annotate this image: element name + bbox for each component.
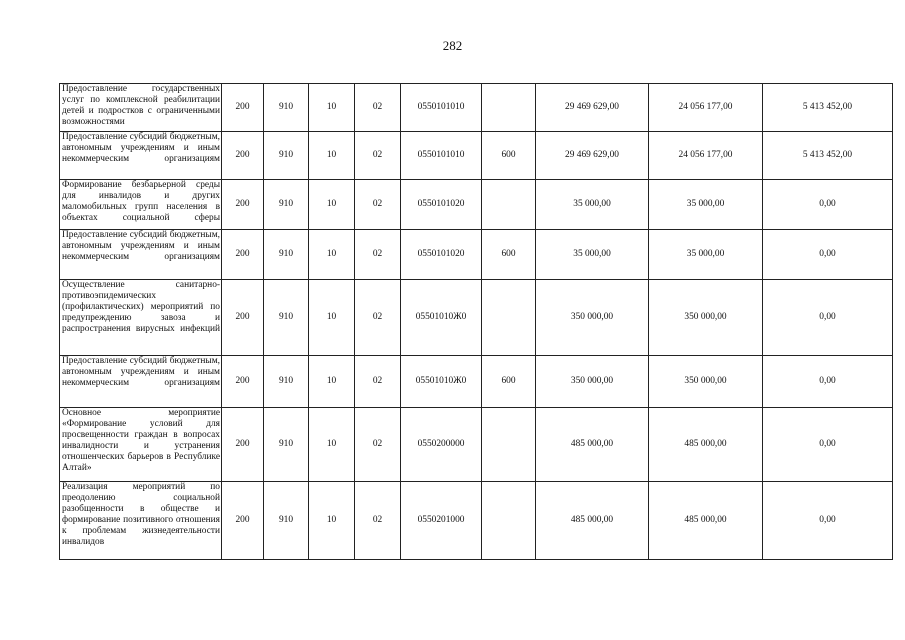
col-4-cell: 02 — [355, 84, 401, 132]
amount-1-cell: 29 469 629,00 — [536, 84, 649, 132]
amount-3-cell: 0,00 — [763, 280, 893, 356]
col-4-cell: 02 — [355, 280, 401, 356]
col-4-cell: 02 — [355, 482, 401, 560]
table-row — [60, 84, 893, 132]
target-code-cell: 0550200000 — [401, 408, 482, 482]
col-2-cell: 910 — [264, 132, 309, 180]
row-name-cell: Предоставление субсидий бюджетным, автономным учреждениям и иным некоммерческим организациям — [60, 132, 222, 180]
col-3-cell: 10 — [309, 230, 355, 280]
target-code-cell: 0550201000 — [401, 482, 482, 560]
amount-2-cell: 35 000,00 — [649, 230, 763, 280]
row-name-cell: Реализация мероприятий по преодолению социальной разобщенности в обществе и формирование позитивного отношения к проблемам жизнедеятельности инвалидов — [60, 482, 222, 560]
amount-1-cell: 485 000,00 — [536, 408, 649, 482]
row-name-cell: Осуществление санитарно-противоэпидемических (профилактических) мероприятий по предупреждению завоза и распространения вирусных инфекций — [60, 280, 222, 356]
amount-2-cell: 485 000,00 — [649, 482, 763, 560]
col-1-cell: 200 — [222, 230, 264, 280]
col-3-cell: 10 — [309, 132, 355, 180]
table-row — [60, 180, 893, 230]
amount-1-cell: 29 469 629,00 — [536, 132, 649, 180]
col-3-cell: 10 — [309, 482, 355, 560]
amount-3-cell: 0,00 — [763, 408, 893, 482]
target-code-cell: 0550101010 — [401, 132, 482, 180]
amount-1-cell: 35 000,00 — [536, 230, 649, 280]
amount-1-cell: 350 000,00 — [536, 356, 649, 408]
col-2-cell: 910 — [264, 84, 309, 132]
col-4-cell: 02 — [355, 230, 401, 280]
col-4-cell: 02 — [355, 132, 401, 180]
col-3-cell: 10 — [309, 356, 355, 408]
page-number: 282 — [442, 38, 463, 53]
row-name-cell: Основное мероприятие «Формирование условий для просвещенности граждан в вопросах инвалидности и устранения отношенческих барьеров в Республике Алтай» — [60, 408, 222, 482]
col-2-cell: 910 — [264, 230, 309, 280]
expense-type-cell: 600 — [482, 132, 536, 180]
target-code-cell: 05501010Ж0 — [401, 280, 482, 356]
col-2-cell: 910 — [264, 356, 309, 408]
expense-type-cell — [482, 408, 536, 482]
amount-3-cell: 0,00 — [763, 230, 893, 280]
col-4-cell: 02 — [355, 180, 401, 230]
col-3-cell: 10 — [309, 408, 355, 482]
col-1-cell: 200 — [222, 482, 264, 560]
col-2-cell: 910 — [264, 280, 309, 356]
col-1-cell: 200 — [222, 84, 264, 132]
amount-3-cell: 0,00 — [763, 180, 893, 230]
expense-type-cell: 600 — [482, 230, 536, 280]
table-row — [60, 280, 893, 356]
row-name-cell: Предоставление субсидий бюджетным, автономным учреждениям и иным некоммерческим организациям — [60, 230, 222, 280]
col-2-cell: 910 — [264, 482, 309, 560]
row-name-cell: Формирование безбарьерной среды для инвалидов и других маломобильных групп населения в объектах социальной сферы — [60, 180, 222, 230]
expense-type-cell — [482, 180, 536, 230]
col-4-cell: 02 — [355, 408, 401, 482]
col-1-cell: 200 — [222, 180, 264, 230]
col-3-cell: 10 — [309, 280, 355, 356]
col-2-cell: 910 — [264, 408, 309, 482]
table-row — [60, 230, 893, 280]
col-2-cell: 910 — [264, 180, 309, 230]
budget-table — [59, 83, 893, 560]
amount-2-cell: 24 056 177,00 — [649, 84, 763, 132]
expense-type-cell — [482, 482, 536, 560]
amount-2-cell: 24 056 177,00 — [649, 132, 763, 180]
amount-1-cell: 485 000,00 — [536, 482, 649, 560]
col-1-cell: 200 — [222, 280, 264, 356]
col-1-cell: 200 — [222, 356, 264, 408]
target-code-cell: 0550101020 — [401, 230, 482, 280]
expense-type-cell — [482, 84, 536, 132]
amount-2-cell: 350 000,00 — [649, 280, 763, 356]
expense-type-cell — [482, 280, 536, 356]
amount-2-cell: 350 000,00 — [649, 356, 763, 408]
amount-1-cell: 350 000,00 — [536, 280, 649, 356]
amount-1-cell: 35 000,00 — [536, 180, 649, 230]
row-name-cell: Предоставление субсидий бюджетным, автономным учреждениям и иным некоммерческим организациям — [60, 356, 222, 408]
target-code-cell: 0550101010 — [401, 84, 482, 132]
amount-2-cell: 35 000,00 — [649, 180, 763, 230]
amount-3-cell: 5 413 452,00 — [763, 132, 893, 180]
col-4-cell: 02 — [355, 356, 401, 408]
table-row — [60, 356, 893, 408]
amount-3-cell: 0,00 — [763, 356, 893, 408]
col-1-cell: 200 — [222, 132, 264, 180]
amount-3-cell: 0,00 — [763, 482, 893, 560]
table-row — [60, 408, 893, 482]
amount-3-cell: 5 413 452,00 — [763, 84, 893, 132]
amount-2-cell: 485 000,00 — [649, 408, 763, 482]
col-3-cell: 10 — [309, 84, 355, 132]
expense-type-cell: 600 — [482, 356, 536, 408]
table-row — [60, 132, 893, 180]
row-name-cell: Предоставление государственных услуг по комплексной реабилитации детей и подростков с ограниченными возможностями — [60, 84, 222, 132]
target-code-cell: 05501010Ж0 — [401, 356, 482, 408]
target-code-cell: 0550101020 — [401, 180, 482, 230]
table-row — [60, 482, 893, 560]
col-1-cell: 200 — [222, 408, 264, 482]
col-3-cell: 10 — [309, 180, 355, 230]
